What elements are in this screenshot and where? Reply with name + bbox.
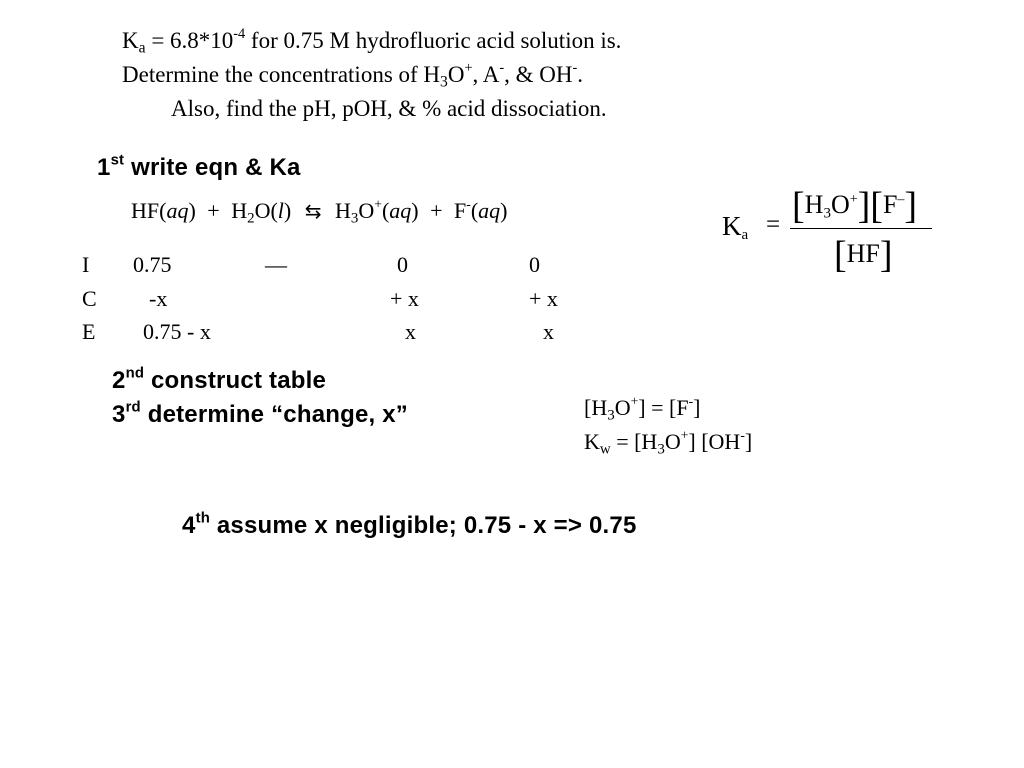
step-ordinal: th — [195, 510, 211, 527]
eq-text: ) — [500, 198, 508, 223]
rel-text: O — [664, 429, 681, 454]
problem-text: , & OH — [504, 62, 573, 87]
eq-text: ( — [470, 198, 479, 223]
eq-plus: + — [207, 198, 220, 223]
ice-cell-f: + x — [529, 286, 558, 311]
ka-num-text: F — [882, 190, 898, 219]
rel-text: K — [584, 429, 600, 454]
rel-subscript: 3 — [657, 441, 665, 458]
rel-superscript: + — [680, 427, 689, 443]
rel-superscript: - — [688, 393, 694, 409]
ice-cell-h3o: 0 — [397, 252, 408, 277]
subscript: 3 — [440, 73, 448, 91]
step-2-heading — [112, 367, 326, 395]
ka-symbol: K — [122, 28, 139, 53]
ka-den-text: HF — [846, 239, 880, 268]
eq-subscript: 2 — [247, 210, 255, 227]
eq-subscript: 3 — [350, 210, 359, 227]
eq-text: ( — [381, 198, 390, 223]
ka-num-superscript: – — [897, 192, 905, 208]
rel-subscript: w — [599, 441, 611, 458]
fraction-bar — [790, 228, 932, 229]
step-ordinal: st — [110, 152, 125, 169]
problem-text: O — [447, 62, 465, 87]
step-text: determine “change, x” — [140, 401, 408, 428]
eq-state: aq — [389, 198, 412, 223]
reaction-equation — [131, 196, 508, 227]
ice-cell-h2o: — — [265, 252, 287, 277]
step-number: 4 — [182, 512, 196, 539]
eq-text: HF( — [131, 198, 167, 223]
rel-text: = [H — [610, 429, 658, 454]
eq-state: aq — [478, 198, 501, 223]
problem-text: Determine the concentrations of H — [122, 62, 441, 87]
step-text: construct table — [144, 367, 327, 394]
eq-text: ) — [283, 198, 292, 223]
superscript: - — [499, 60, 505, 77]
step-ordinal: rd — [125, 399, 141, 416]
rel-text: [H — [584, 395, 608, 420]
ka-numerator: $[H_3O^+][F^-]$ — [792, 185, 918, 227]
relation-h3o-equals-f — [584, 393, 701, 424]
superscript: - — [572, 60, 578, 77]
ka-num-text: O — [830, 190, 850, 219]
ka-expr-equals: = — [766, 211, 781, 238]
relation-kw — [584, 427, 753, 458]
ice-row-label: C — [82, 286, 97, 311]
step-1-heading — [97, 154, 301, 182]
ice-cell-f: 0 — [529, 252, 540, 277]
problem-text: , A — [472, 62, 500, 87]
eq-state: l — [277, 198, 284, 223]
equilibrium-arrow-icon: ⇆ — [304, 199, 322, 223]
rel-text: ] — [744, 429, 753, 454]
ice-cell-hf: 0.75 — [133, 252, 172, 277]
ka-expr-k: K — [722, 211, 742, 241]
ka-value: = 6.8*10 — [145, 28, 234, 53]
rel-subscript: 3 — [607, 407, 615, 424]
step-text: write eqn & Ka — [124, 154, 301, 181]
problem-line-2 — [122, 60, 583, 91]
eq-text: H — [335, 198, 351, 223]
ka-num-superscript: + — [849, 192, 858, 208]
superscript: + — [464, 60, 473, 77]
ka-exponent: -4 — [233, 26, 246, 43]
eq-text: ) — [188, 198, 196, 223]
eq-plus: + — [430, 198, 443, 223]
ka-subscript: a — [138, 39, 146, 57]
ka-num-text: H — [804, 190, 824, 219]
step-number: 3 — [112, 401, 126, 428]
eq-text: O — [358, 198, 375, 223]
eq-text: O( — [254, 198, 278, 223]
rel-text: ] = [F — [638, 395, 689, 420]
problem-line-3: Also, find the pH, pOH, & % acid dissociation. — [171, 96, 607, 121]
eq-text: H — [231, 198, 248, 223]
rel-text: ] [OH — [688, 429, 741, 454]
eq-text: ) — [411, 198, 419, 223]
rel-superscript: + — [630, 393, 639, 409]
ka-expr-symbol — [722, 211, 748, 242]
ice-cell-h3o: + x — [390, 286, 419, 311]
rel-text: ] — [693, 395, 701, 420]
eq-state: aq — [166, 198, 189, 223]
ka-expr-subscript: a — [741, 227, 749, 243]
ice-row-label: E — [82, 319, 96, 344]
ka-denominator: [HF] — [834, 234, 893, 276]
ice-cell-f: x — [543, 319, 554, 344]
problem-line-1 — [122, 26, 622, 57]
step-text: assume x negligible; 0.75 - x => 0.75 — [210, 512, 637, 539]
ka-num-subscript: 3 — [823, 205, 831, 222]
problem-text: for 0.75 M hydrofluoric acid solution is. — [245, 28, 622, 53]
step-4-heading — [182, 512, 637, 540]
eq-superscript: + — [374, 196, 382, 212]
ice-cell-h3o: x — [405, 319, 416, 344]
rel-text: O — [614, 395, 631, 420]
step-ordinal: nd — [125, 365, 145, 382]
ice-row-label: I — [82, 252, 90, 277]
step-number: 2 — [112, 367, 126, 394]
eq-text: F — [454, 198, 467, 223]
ice-cell-hf: -x — [149, 286, 168, 311]
problem-text: . — [577, 62, 583, 87]
step-number: 1 — [97, 154, 111, 181]
ice-cell-hf: 0.75 - x — [143, 319, 211, 344]
rel-superscript: - — [740, 427, 745, 443]
step-3-heading — [112, 401, 408, 429]
eq-superscript: - — [466, 196, 471, 212]
